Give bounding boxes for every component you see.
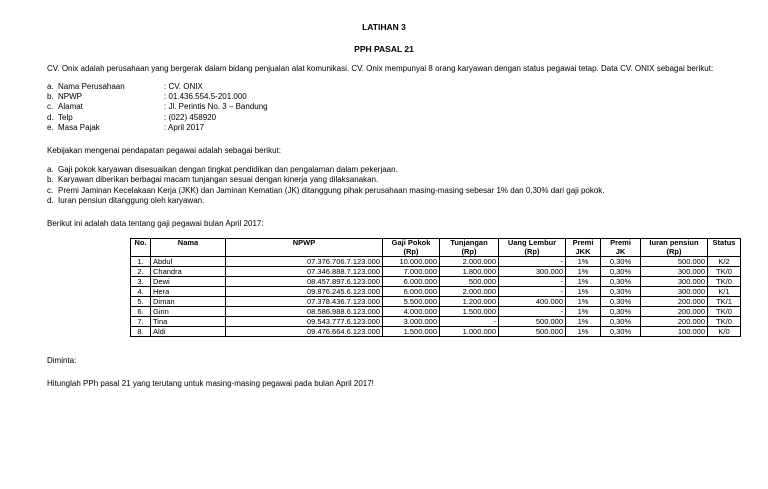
table-cell: 200.000 <box>641 297 708 307</box>
table-header-cell: Iuran pensiun (Rp) <box>641 239 708 257</box>
table-cell: 1% <box>566 267 601 277</box>
table-row <box>131 267 741 277</box>
table-header-cell: Premi JKK <box>566 239 601 257</box>
table-cell: 500.000 <box>499 327 566 337</box>
table-cell: 7. <box>131 317 151 327</box>
table-cell: 1.500.000 <box>440 307 499 317</box>
info-value: : Jl. Perintis No. 3 – Bandung <box>164 102 268 112</box>
table-cell: 2. <box>131 267 151 277</box>
table-cell: - <box>499 257 566 267</box>
table-cell: TK/0 <box>708 277 741 287</box>
info-key: b. <box>47 92 54 102</box>
table-cell: 0,30% <box>601 307 641 317</box>
table-cell: Tina <box>151 317 226 327</box>
table-cell: 09.476.664.6.123.000 <box>226 327 383 337</box>
table-cell: 6.000.000 <box>383 277 440 287</box>
intro-paragraph: CV. Onix adalah perusahaan yang bergerak dalam bidang penjualan alat komunikasi. CV. Onix mempunyai 8 orang karyawan dengan status pegawai tetap. Data CV. ONIX sebagai berikut: <box>47 64 714 73</box>
table-cell: 1.800.000 <box>440 267 499 277</box>
table-cell: 300.000 <box>641 277 708 287</box>
table-cell: 500.000 <box>641 257 708 267</box>
table-cell: 07.376.706.7.123.000 <box>226 257 383 267</box>
table-cell: 4. <box>131 287 151 297</box>
question-text: Hitunglah PPh pasal 21 yang terutang untuk masing-masing pegawai pada bulan April 2017! <box>47 379 374 388</box>
info-key: e. <box>47 122 54 132</box>
table-cell: 500.000 <box>499 317 566 327</box>
info-value: : April 2017 <box>164 122 205 132</box>
table-cell: 6.000.000 <box>383 287 440 297</box>
table-header-cell: Status <box>708 239 741 257</box>
table-cell: 200.000 <box>641 317 708 327</box>
table-cell: TK/1 <box>708 297 741 307</box>
table-cell: 2.000.000 <box>440 257 499 267</box>
info-key: a. <box>47 82 54 91</box>
table-cell: K/0 <box>708 327 741 337</box>
table-cell: - <box>499 287 566 297</box>
document-title: LATIHAN 3 <box>362 22 406 32</box>
table-body <box>131 257 741 337</box>
table-cell: 0,30% <box>601 257 641 267</box>
info-label: Telp <box>58 112 73 122</box>
policy-text: Premi Jaminan Kecelakaan Kerja (JKK) dan Jaminan Kematian (JK) ditanggung pihak perusahaan masing-masing sebesar 1% dan 0,30% dari gaji pokok. <box>58 185 605 195</box>
table-cell: 1.500.000 <box>383 327 440 337</box>
table-cell: 07.378.436.7.123.000 <box>226 297 383 307</box>
policy-text: Gaji pokok karyawan disesuaikan dengan tingkat pendidikan dan pengalaman dalam pekerjaan. <box>58 165 398 174</box>
table-cell: 08.457.897.6.123.000 <box>226 277 383 287</box>
table-cell: 07.346.888.7.123.000 <box>226 267 383 277</box>
info-label: Nama Perusahaan <box>58 82 125 91</box>
table-cell: 300.000 <box>641 287 708 297</box>
table-cell: 1% <box>566 317 601 327</box>
table-header-cell: Tunjangan (Rp) <box>440 239 499 257</box>
table-cell: 1.200.000 <box>440 297 499 307</box>
table-header-cell: NPWP <box>226 239 383 257</box>
table-cell: TK/0 <box>708 317 741 327</box>
table-cell: 400.000 <box>499 297 566 307</box>
table-row <box>131 297 741 307</box>
table-cell: 1.000.000 <box>440 327 499 337</box>
table-cell: Hera <box>151 287 226 297</box>
table-header-cell: Premi JK <box>601 239 641 257</box>
table-cell: Dewi <box>151 277 226 287</box>
table-cell: 3. <box>131 277 151 287</box>
table-row <box>131 307 741 317</box>
table-cell: 300.000 <box>499 267 566 277</box>
table-cell: 0,30% <box>601 317 641 327</box>
table-cell: 0,30% <box>601 297 641 307</box>
table-cell: 0,30% <box>601 267 641 277</box>
table-cell: Chandra <box>151 267 226 277</box>
table-cell: K/1 <box>708 287 741 297</box>
table-cell: 09.543.777.6.123.000 <box>226 317 383 327</box>
table-cell: 100.000 <box>641 327 708 337</box>
table-cell: 1% <box>566 257 601 267</box>
table-cell: 3.000.000 <box>383 317 440 327</box>
table-row <box>131 327 741 337</box>
diminta-label: Diminta: <box>47 356 77 365</box>
table-cell: 5.500.000 <box>383 297 440 307</box>
table-cell: 500.000 <box>440 277 499 287</box>
policy-key: a. <box>47 165 54 174</box>
table-cell: TK/0 <box>708 307 741 317</box>
table-cell: K/2 <box>708 257 741 267</box>
table-header-cell: No. <box>131 239 151 257</box>
table-header-cell: Nama <box>151 239 226 257</box>
table-cell: 1% <box>566 307 601 317</box>
table-cell: 09.876.245.6.123.000 <box>226 287 383 297</box>
table-cell: 0,30% <box>601 287 641 297</box>
table-cell: 7.000.000 <box>383 267 440 277</box>
table-cell: - <box>440 317 499 327</box>
info-key: c. <box>47 102 54 112</box>
table-row <box>131 287 741 297</box>
table-cell: 0,30% <box>601 277 641 287</box>
info-key: d. <box>47 112 54 122</box>
policy-intro: Kebijakan mengenai pendapatan pegawai adalah sebagai berikut: <box>47 146 281 155</box>
table-cell: 1% <box>566 277 601 287</box>
info-label: Alamat <box>58 102 83 112</box>
table-cell: 08.586.988.6.123.000 <box>226 307 383 317</box>
table-cell: 300.000 <box>641 267 708 277</box>
table-cell: 1% <box>566 287 601 297</box>
table-intro: Berikut ini adalah data tentang gaji pegawai bulan April 2017: <box>47 219 264 228</box>
document-subtitle: PPH PASAL 21 <box>354 44 414 54</box>
table-header-row <box>131 239 741 257</box>
table-row <box>131 317 741 327</box>
policy-text: Iuran pensiun ditanggung oleh karyawan. <box>58 195 205 205</box>
info-value: : CV. ONIX <box>164 82 203 91</box>
salary-table <box>130 238 741 337</box>
table-cell: - <box>499 277 566 287</box>
policy-key: d. <box>47 195 54 205</box>
info-value: : 01.436.554.5-201.000 <box>164 92 247 102</box>
table-cell: 0,30% <box>601 327 641 337</box>
table-cell: 5. <box>131 297 151 307</box>
table-cell: 200.000 <box>641 307 708 317</box>
table-cell: Abdul <box>151 257 226 267</box>
table-cell: 1. <box>131 257 151 267</box>
table-cell: Aldi <box>151 327 226 337</box>
table-cell: Diman <box>151 297 226 307</box>
policy-key: b. <box>47 175 54 185</box>
policy-key: c. <box>47 185 54 195</box>
table-header-cell: Uang Lembur (Rp) <box>499 239 566 257</box>
table-row <box>131 257 741 267</box>
table-cell: Girin <box>151 307 226 317</box>
table-cell: 6. <box>131 307 151 317</box>
table-cell: 4.000.000 <box>383 307 440 317</box>
table-cell: TK/0 <box>708 267 741 277</box>
table-header-cell: Gaji Pokok (Rp) <box>383 239 440 257</box>
info-label: Masa Pajak <box>58 122 100 132</box>
table-cell: 2.000.000 <box>440 287 499 297</box>
table-cell: 8. <box>131 327 151 337</box>
info-value: : (022) 458920 <box>164 112 217 122</box>
table-cell: 1% <box>566 327 601 337</box>
table-row <box>131 277 741 287</box>
table-cell: - <box>499 307 566 317</box>
table-cell: 10.000.000 <box>383 257 440 267</box>
info-label: NPWP <box>58 92 82 102</box>
table-cell: 1% <box>566 297 601 307</box>
policy-text: Karyawan diberikan berbagai macam tunjangan sesuai dengan kinerja yang dilaksanakan. <box>58 175 379 185</box>
